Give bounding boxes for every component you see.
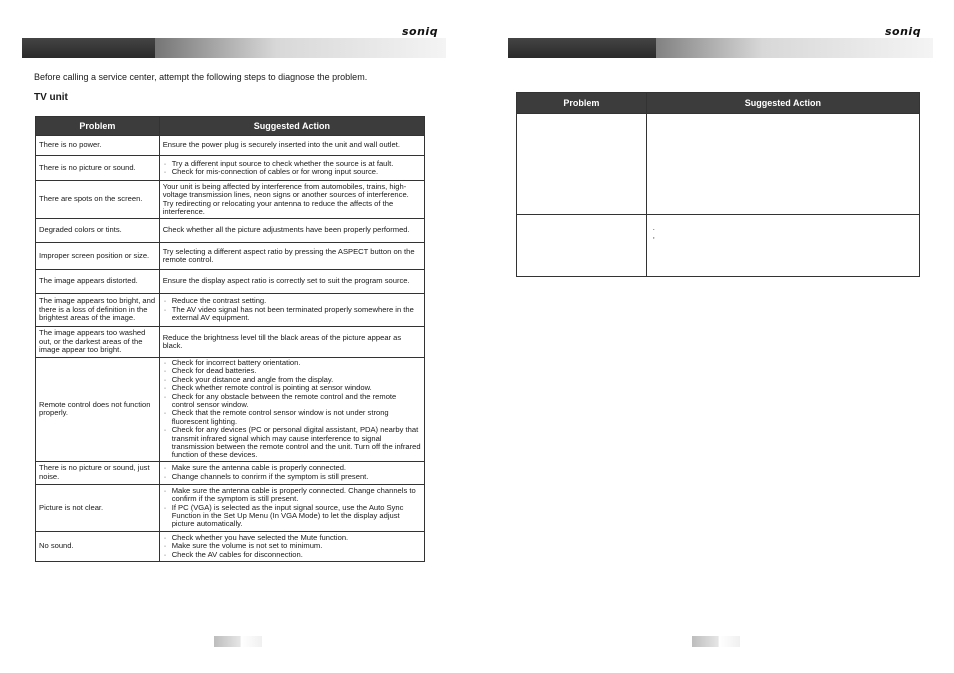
action-bullet: · Check whether remote control is pointing at sensor window. xyxy=(163,384,421,392)
problem-cell: Degraded colors or tints. xyxy=(36,219,160,243)
action-bullet: · Check for mis-connection of cables or for wrong input source. xyxy=(163,168,421,176)
troubleshooting-table xyxy=(35,116,425,562)
header-problem: Problem xyxy=(517,93,647,114)
action-bullet: · Make sure the antenna cable is properly connected. xyxy=(163,464,421,472)
table-header-row xyxy=(517,93,920,114)
table-header-row xyxy=(36,117,425,136)
action-bullet: · Check for incorrect battery orientation. xyxy=(163,359,421,367)
action-cell: Check whether all the picture adjustments have been properly performed. xyxy=(159,219,424,243)
action-cell: Ensure the power plug is securely inserted into the unit and wall outlet. xyxy=(159,136,424,156)
action-cell xyxy=(646,114,919,215)
right-page xyxy=(477,0,954,673)
action-bullet: · Check for any devices (PC or personal digital assistant, PDA) nearby that transmit infrared signal which may cause interference to signal transmission between the remote control and the unit. Turn off the infrared function of these devices. xyxy=(163,426,421,460)
table-row xyxy=(517,114,920,215)
action-cell xyxy=(159,461,424,484)
page-number-tab xyxy=(692,636,740,647)
action-bullet: · If PC (VGA) is selected as the input signal source, use the Auto Sync Function in the Set Up Menu (In VGA Mode) to let the display adjust picture automatically. xyxy=(163,504,421,529)
problem-cell: No sound. xyxy=(36,531,160,561)
action-bullet: · The AV video signal has not been terminated properly somewhere in the external AV equipment. xyxy=(163,306,421,323)
action-cell xyxy=(159,484,424,531)
problem-cell: The image appears too washed out, or the darkest areas of the image appear too bright. xyxy=(36,327,160,358)
action-cell xyxy=(646,215,919,277)
table-row xyxy=(36,181,425,219)
action-bullet-list xyxy=(163,359,421,460)
bullet-mark: . xyxy=(652,223,655,232)
page-number-tab xyxy=(214,636,262,647)
table-row xyxy=(36,327,425,358)
action-cell xyxy=(159,358,424,462)
action-bullet: · Check for any obstacle between the remote control and the remote control sensor window. xyxy=(163,393,421,410)
problem-cell: The image appears distorted. xyxy=(36,270,160,294)
table-row xyxy=(36,531,425,561)
action-bullet-list xyxy=(163,487,421,529)
action-cell xyxy=(159,294,424,327)
action-bullet: · Check the AV cables for disconnection. xyxy=(163,551,421,559)
problem-cell: There are spots on the screen. xyxy=(36,181,160,219)
section-title: TV unit xyxy=(34,92,68,103)
action-cell: Your unit is being affected by interference from automobiles, trains, high-voltage transmission lines, neon signs or another sources of interference. Try redirecting or relocating your antenna to reduce the affects of the interference. xyxy=(159,181,424,219)
action-cell xyxy=(159,156,424,181)
action-bullet: · Check your distance and angle from the display. xyxy=(163,376,421,384)
header-bar-dark xyxy=(508,38,656,58)
action-bullet-list xyxy=(163,297,421,322)
table-row xyxy=(36,243,425,270)
problem-cell: Improper screen position or size. xyxy=(36,243,160,270)
header-suggested-action: Suggested Action xyxy=(646,93,919,114)
action-bullet: · Try a different input source to check whether the source is at fault. xyxy=(163,160,421,168)
action-bullet: · Check that the remote control sensor window is not under strong fluorescent lighting. xyxy=(163,409,421,426)
action-cell xyxy=(159,531,424,561)
intro-text: Before calling a service center, attempt the following steps to diagnose the problem. xyxy=(34,72,368,82)
table-row xyxy=(36,358,425,462)
problem-cell: There is no picture or sound. xyxy=(36,156,160,181)
action-bullet: · Reduce the contrast setting. xyxy=(163,297,421,305)
problem-cell: There is no power. xyxy=(36,136,160,156)
brand-logo: soniq xyxy=(402,25,439,38)
problem-cell: Picture is not clear. xyxy=(36,484,160,531)
problem-cell: There is no picture or sound, just noise. xyxy=(36,461,160,484)
problem-cell xyxy=(517,215,647,277)
action-cell: Reduce the brightness level till the black areas of the picture appear as black. xyxy=(159,327,424,358)
problem-cell: Remote control does not function properly. xyxy=(36,358,160,462)
table-row xyxy=(36,461,425,484)
bullet-mark: , xyxy=(652,231,655,241)
table-row xyxy=(36,484,425,531)
action-bullet-list xyxy=(163,160,421,177)
action-bullet: · Make sure the antenna cable is properly connected. Change channels to confirm if the symptom is still present. xyxy=(163,487,421,504)
table-row xyxy=(36,219,425,243)
action-bullet: · Check whether you have selected the Mute function. xyxy=(163,534,421,542)
action-bullet: · Change channels to conrirm if the symptom is still present. xyxy=(163,473,421,481)
troubleshooting-table-continued xyxy=(516,92,920,277)
problem-cell: The image appears too bright, and there is a loss of definition in the brightest areas of the image. xyxy=(36,294,160,327)
table-row xyxy=(36,294,425,327)
action-bullet-list xyxy=(163,534,421,559)
header-bar-dark xyxy=(22,38,155,58)
table-row xyxy=(36,156,425,181)
action-bullet: · Make sure the volume is not set to minimum. xyxy=(163,542,421,550)
header-suggested-action: Suggested Action xyxy=(159,117,424,136)
table-row xyxy=(36,270,425,294)
table-row xyxy=(36,136,425,156)
action-cell: Ensure the display aspect ratio is correctly set to suit the program source. xyxy=(159,270,424,294)
action-bullet-list xyxy=(163,464,421,481)
header-problem: Problem xyxy=(36,117,160,136)
action-bullet: · Check for dead batteries. xyxy=(163,367,421,375)
problem-cell xyxy=(517,114,647,215)
table-row xyxy=(517,215,920,277)
action-cell: Try selecting a different aspect ratio by pressing the ASPECT button on the remote control. xyxy=(159,243,424,270)
brand-logo: soniq xyxy=(885,25,922,38)
